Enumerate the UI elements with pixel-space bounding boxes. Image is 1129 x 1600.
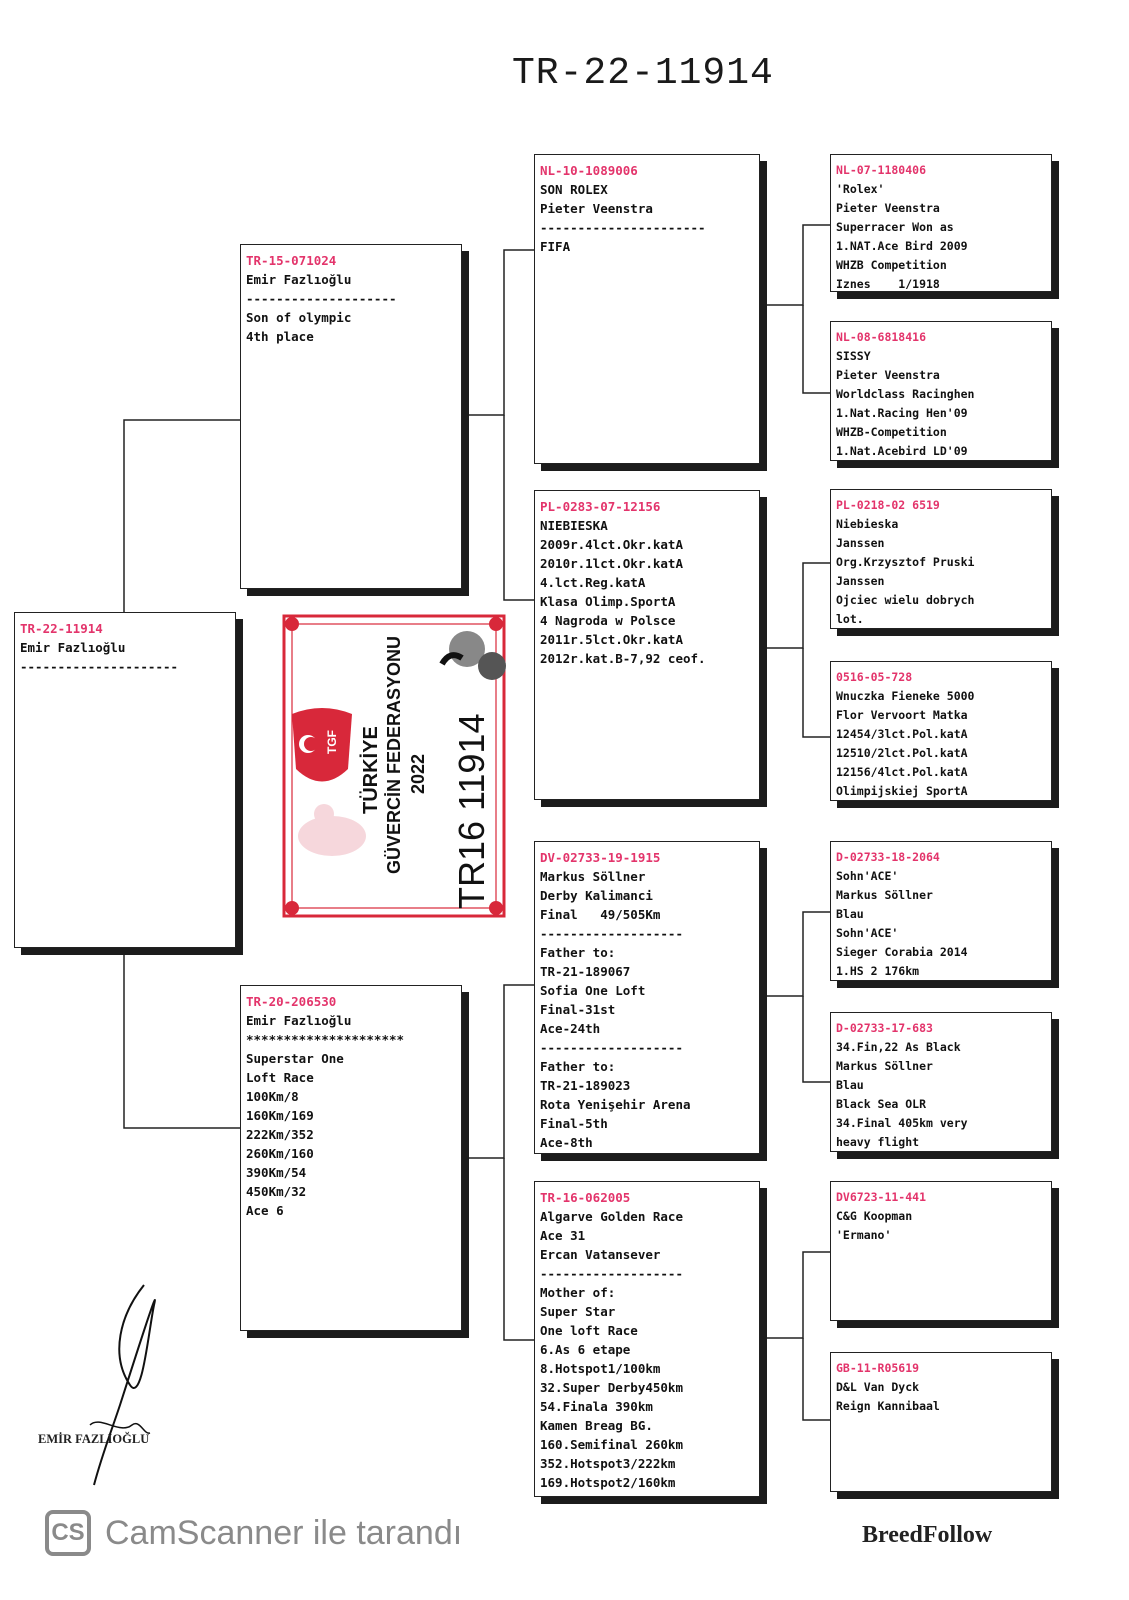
ring-number: GB-11-R05619 bbox=[836, 1361, 920, 1375]
card-line: Final-31st bbox=[540, 1002, 616, 1017]
card-line: 'Rolex' bbox=[836, 182, 885, 196]
connector-subject-sire bbox=[124, 420, 240, 612]
card-line: 2011r.5lct.Okr.katA bbox=[540, 632, 683, 647]
subject-card bbox=[14, 612, 236, 948]
card-line: Sohn'ACE' bbox=[836, 869, 899, 883]
card-line: Algarve Golden Race bbox=[540, 1209, 683, 1224]
card-line: WHZB-Competition bbox=[836, 425, 947, 439]
card-line: Flor Vervoort Matka bbox=[836, 708, 968, 722]
card-line: 2012r.kat.B-7,92 ceof. bbox=[540, 651, 706, 666]
card-line: Ace 6 bbox=[246, 1203, 284, 1218]
card-line: Black Sea OLR bbox=[836, 1097, 927, 1111]
card-line: Emir Fazlıoğlu bbox=[246, 272, 352, 287]
card-line: 4 Nagroda w Polsce bbox=[540, 613, 676, 628]
connector-ss-sss bbox=[760, 225, 830, 305]
card-line: Superracer Won as bbox=[836, 220, 954, 234]
certificate-org-line2: GÜVERCİN FEDERASYONU bbox=[384, 635, 404, 874]
card-line: Org.Krzysztof Pruski bbox=[836, 555, 975, 569]
card-line: Sofia One Loft bbox=[540, 983, 646, 998]
card-line: 4th place bbox=[246, 329, 314, 344]
card-line: Worldclass Racinghen bbox=[836, 387, 975, 401]
card-line: 34.Final 405km very bbox=[836, 1116, 968, 1130]
card-line: Emir Fazlıoğlu bbox=[246, 1013, 352, 1028]
connector-dd-ddd bbox=[803, 1338, 830, 1420]
card-line: Pieter Veenstra bbox=[836, 201, 940, 215]
card-line: 352.Hotspot3/222km bbox=[540, 1456, 676, 1471]
card-line: -------------------- bbox=[246, 291, 397, 306]
card-line: Blau bbox=[836, 1078, 864, 1092]
card-line: 32.Super Derby450km bbox=[540, 1380, 683, 1395]
sire-card bbox=[240, 244, 462, 589]
tgf-emblem bbox=[292, 708, 352, 782]
card-line: Pieter Veenstra bbox=[540, 201, 653, 216]
connector-dd-dds bbox=[760, 1252, 830, 1338]
ring-number: TR-16-062005 bbox=[540, 1190, 631, 1205]
card-line: 160.Semifinal 260km bbox=[540, 1437, 683, 1452]
card-line: TR-21-189023 bbox=[540, 1078, 631, 1093]
card-line: 12510/2lct.Pol.katA bbox=[836, 746, 968, 760]
card-line: Janssen bbox=[836, 574, 885, 588]
ring-number: PL-0218-02 6519 bbox=[836, 498, 940, 512]
pigeon-watermark bbox=[298, 804, 366, 856]
card-line: Emir Fazlıoğlu bbox=[20, 640, 126, 655]
ring-number: NL-07-1180406 bbox=[836, 163, 927, 177]
card-line: Rota Yenişehir Arena bbox=[540, 1097, 691, 1112]
card-line: ------------------- bbox=[540, 1040, 683, 1055]
card-line: 450Km/32 bbox=[246, 1184, 307, 1199]
card-line: heavy flight bbox=[836, 1135, 920, 1149]
card-line: 12454/3lct.Pol.katA bbox=[836, 727, 968, 741]
connector-sd-sds bbox=[760, 563, 830, 648]
card-line: Wnuczka Fieneke 5000 bbox=[836, 689, 975, 703]
sss-card bbox=[830, 154, 1052, 292]
connector-ds-dsd bbox=[803, 996, 830, 1082]
card-line: Klasa Olimp.SportA bbox=[540, 594, 676, 609]
card-line: 8.Hotspot1/100km bbox=[540, 1361, 661, 1376]
card-line: 2010r.1lct.Okr.katA bbox=[540, 556, 683, 571]
connector-ss-ssd bbox=[803, 305, 830, 393]
card-line: 12156/4lct.Pol.katA bbox=[836, 765, 968, 779]
card-line: 34.Fin,22 As Black bbox=[836, 1040, 961, 1054]
signature-scribble bbox=[80, 1275, 180, 1515]
ddd-card bbox=[830, 1352, 1052, 1492]
sire-sire-card bbox=[534, 154, 760, 464]
tgf-badge-text: TGF bbox=[325, 730, 339, 754]
connector-sd-sdd bbox=[803, 648, 830, 737]
card-line: 'Ermano' bbox=[836, 1228, 892, 1242]
card-line: 260Km/160 bbox=[246, 1146, 314, 1161]
card-line: Ojciec wielu dobrych bbox=[836, 593, 975, 607]
card-line: ------------------- bbox=[540, 926, 683, 941]
card-line: Final 49/505Km bbox=[540, 907, 661, 922]
ring-certificate bbox=[262, 604, 520, 944]
card-line: ---------------------- bbox=[540, 220, 706, 235]
card-line: SISSY bbox=[836, 349, 871, 363]
card-line: 222Km/352 bbox=[246, 1127, 314, 1142]
card-line: Father to: bbox=[540, 945, 616, 960]
pedigree-title: TR-22-11914 bbox=[512, 52, 774, 95]
ring-number: TR-20-206530 bbox=[246, 994, 337, 1009]
card-line: Ace 31 bbox=[540, 1228, 586, 1243]
certificate-year: 2022 bbox=[408, 753, 428, 794]
card-line: Loft Race bbox=[246, 1070, 314, 1085]
card-line: 100Km/8 bbox=[246, 1089, 299, 1104]
card-line: Janssen bbox=[836, 536, 885, 550]
ring-number: DV-02733-19-1915 bbox=[540, 850, 661, 865]
card-line: NIEBIESKA bbox=[540, 518, 608, 533]
card-line: 1.Nat.Acebird LD'09 bbox=[836, 444, 968, 458]
card-line: ********************* bbox=[246, 1032, 405, 1047]
card-line: 54.Finala 390km bbox=[540, 1399, 653, 1414]
card-line: 6.As 6 etape bbox=[540, 1342, 631, 1357]
dds-card bbox=[830, 1181, 1052, 1321]
card-line: Kamen Breag BG. bbox=[540, 1418, 653, 1433]
card-line: Olimpijskiej SportA bbox=[836, 784, 968, 798]
card-line: Iznes 1/1918 bbox=[836, 277, 940, 291]
card-line: Father to: bbox=[540, 1059, 616, 1074]
card-line: Blau bbox=[836, 907, 864, 921]
card-line: One loft Race bbox=[540, 1323, 638, 1338]
card-line: 160Km/169 bbox=[246, 1108, 314, 1123]
dam-card bbox=[240, 985, 462, 1331]
card-line: Niebieska bbox=[836, 517, 899, 531]
card-line: WHZB Competition bbox=[836, 258, 947, 272]
card-line: 1.Nat.Racing Hen'09 bbox=[836, 406, 968, 420]
sds-card bbox=[830, 489, 1052, 629]
card-line: 169.Hotspot2/160km bbox=[540, 1475, 676, 1490]
card-line: Son of olympic bbox=[246, 310, 352, 325]
card-line: Mother of: bbox=[540, 1285, 616, 1300]
card-line: ------------------- bbox=[540, 1266, 683, 1281]
dam-sire-card bbox=[534, 841, 760, 1154]
card-line: Reign Kannibaal bbox=[836, 1399, 940, 1413]
connector-dam-dd bbox=[504, 1158, 534, 1340]
ring-number: TR-15-071024 bbox=[246, 253, 337, 268]
card-line: 2009r.4lct.Okr.katA bbox=[540, 537, 683, 552]
card-line: Super Star bbox=[540, 1304, 616, 1319]
sdd-card bbox=[830, 661, 1052, 801]
certificate-ring-number: TR16 11914 bbox=[451, 713, 492, 909]
ring-number: D-02733-17-683 bbox=[836, 1021, 933, 1035]
camscanner-text: CamScanner ile tarandı bbox=[105, 1513, 463, 1552]
card-line: Ace-8th bbox=[540, 1135, 593, 1150]
connector-ds-dss bbox=[760, 912, 830, 996]
card-line: Pieter Veenstra bbox=[836, 368, 940, 382]
card-line: FIFA bbox=[540, 239, 571, 254]
sire-dam-card bbox=[534, 490, 760, 800]
ring-number: 0516-05-728 bbox=[836, 670, 913, 684]
dsd-card bbox=[830, 1012, 1052, 1152]
connector-sire-ss bbox=[460, 250, 534, 415]
ring-number: NL-10-1089006 bbox=[540, 163, 638, 178]
card-line: TR-21-189067 bbox=[540, 964, 631, 979]
ring-number: NL-08-6818416 bbox=[836, 330, 927, 344]
certificate-org-line1: TÜRKİYE bbox=[360, 726, 382, 814]
connector-subject-dam bbox=[124, 948, 240, 1128]
ring-number: D-02733-18-2064 bbox=[836, 850, 940, 864]
card-line: Ace-24th bbox=[540, 1021, 601, 1036]
breedfollow-brand: BreedFollow bbox=[862, 1522, 993, 1548]
card-line: Sieger Corabia 2014 bbox=[836, 945, 968, 959]
dam-dam-card bbox=[534, 1181, 760, 1497]
card-line: D&L Van Dyck bbox=[836, 1380, 920, 1394]
card-line: --------------------- bbox=[20, 659, 179, 674]
ring-number: PL-0283-07-12156 bbox=[540, 499, 661, 514]
card-line: SON ROLEX bbox=[540, 182, 608, 197]
ring-number: TR-22-11914 bbox=[20, 621, 103, 636]
camscanner-watermark bbox=[45, 1510, 462, 1556]
signature-name: EMİR FAZLIOĞLU bbox=[38, 1432, 150, 1446]
card-line: Markus Söllner bbox=[836, 888, 933, 902]
connector-sire-sd bbox=[504, 415, 534, 600]
card-line: Ercan Vatansever bbox=[540, 1247, 661, 1262]
card-line: Sohn'ACE' bbox=[836, 926, 899, 940]
dss-card bbox=[830, 841, 1052, 981]
card-line: Superstar One bbox=[246, 1051, 344, 1066]
card-line: C&G Koopman bbox=[836, 1209, 913, 1223]
camscanner-logo-icon: CS bbox=[45, 1510, 91, 1556]
card-line: 1.NAT.Ace Bird 2009 bbox=[836, 239, 968, 253]
connector-dam-ds bbox=[460, 985, 534, 1158]
card-line: Derby Kalimanci bbox=[540, 888, 653, 903]
card-line: 1.HS 2 176km bbox=[836, 964, 920, 978]
card-line: Markus Söllner bbox=[540, 869, 646, 884]
card-line: 4.lct.Reg.katA bbox=[540, 575, 646, 590]
ring-number: DV6723-11-441 bbox=[836, 1190, 927, 1204]
ssd-card bbox=[830, 321, 1052, 461]
card-line: Markus Söllner bbox=[836, 1059, 933, 1073]
card-line: lot. bbox=[836, 612, 864, 626]
card-line: Final-5th bbox=[540, 1116, 608, 1131]
card-line: 390Km/54 bbox=[246, 1165, 307, 1180]
